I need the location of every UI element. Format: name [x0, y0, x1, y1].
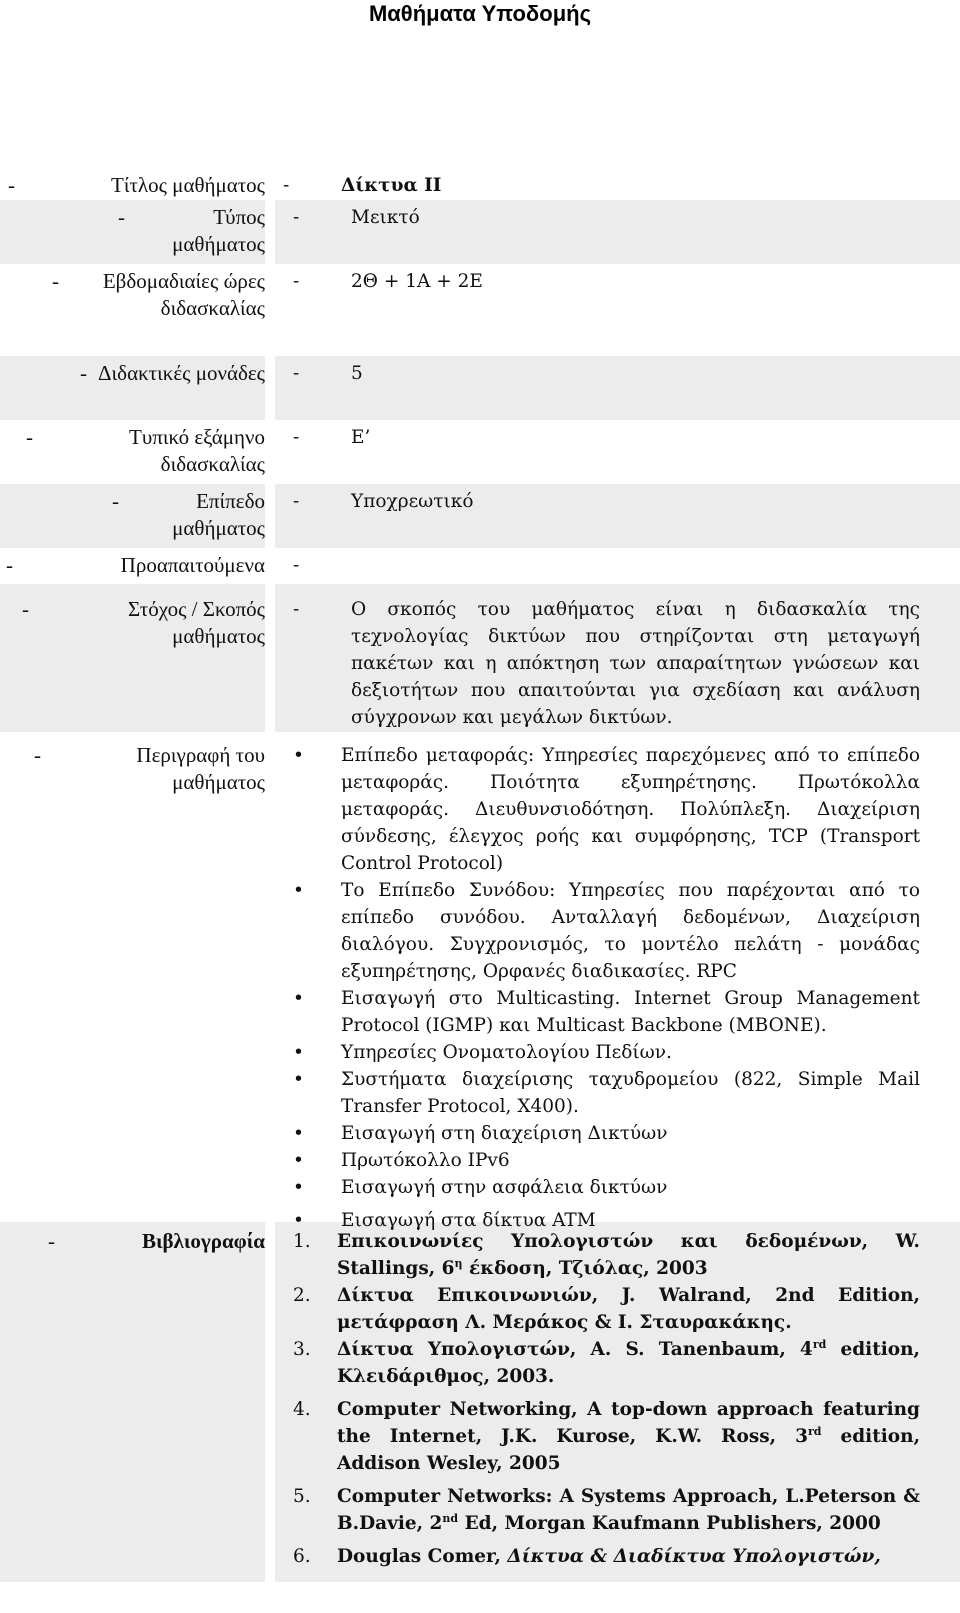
value-semester: Ε’	[351, 427, 371, 448]
page-title: Μαθήματα Υποδομής	[368, 1, 592, 26]
label-course-level: Επίπεδο μαθήματος	[172, 489, 265, 540]
bullet: •	[293, 988, 304, 1009]
bullet: •	[293, 745, 304, 766]
dash: -	[112, 489, 119, 513]
dash: -	[34, 743, 41, 767]
dash: -	[118, 205, 125, 229]
label-semester: Τυπικό εξάμηνο διδασκαλίας	[129, 425, 265, 476]
row-course-title	[0, 172, 960, 200]
row-course-description	[0, 732, 960, 1231]
list-item: 3. Δίκτυα Υπολογιστών, A. S. Tanenbaum, 4rd edition, Κλειδάριθμος, 2003.	[293, 1337, 920, 1387]
bullet: •	[293, 1150, 304, 1171]
dash: -	[293, 599, 300, 620]
label-course-description: Περιγραφή του μαθήματος	[136, 743, 265, 794]
list-item: • Εισαγωγή στα δίκτυα ATM	[293, 1207, 920, 1234]
value-weekly-hours: 2Θ + 1Α + 2Ε	[351, 271, 483, 292]
row-course-goal	[0, 584, 960, 732]
row-course-level	[0, 484, 960, 548]
dash: -	[8, 173, 15, 197]
list-item: • Πρωτόκολλο IPv6	[293, 1147, 920, 1174]
bullet: •	[293, 880, 304, 901]
bullet: •	[293, 1069, 304, 1090]
label-weekly-hours: Εβδομαδιαίες ώρες διδασκαλίας	[102, 269, 265, 320]
value-prerequisites	[351, 552, 920, 580]
bullet: •	[293, 1210, 304, 1231]
dash: -	[293, 491, 300, 512]
list-item: • Εισαγωγή στη διαχείριση Δικτύων	[293, 1120, 920, 1147]
list-item: • Το Επίπεδο Συνόδου: Υπηρεσίες που παρέχονται από το επίπεδο συνόδου. Ανταλλαγή δεδομένων, Διαχείριση διαλόγου. Συγχρονισμός, το μοντέλο πελάτη - μονάδας εξυπηρέτησης, Ορφανές διαδικασίες. RPC	[293, 877, 920, 985]
bullet: •	[293, 1042, 304, 1063]
value-course-level: Υποχρεωτικό	[351, 491, 474, 512]
label-bibliography: Βιβλιογραφία	[141, 1229, 265, 1253]
bullet: •	[293, 1123, 304, 1144]
value-credit-units: 5	[351, 363, 363, 384]
row-bibliography	[0, 1222, 960, 1582]
dash: -	[26, 425, 33, 449]
bullet: •	[293, 1177, 304, 1198]
list-item: • Εισαγωγή στην ασφάλεια δικτύων	[293, 1174, 920, 1201]
row-semester	[0, 420, 960, 484]
course-table	[0, 172, 960, 1582]
list-item: 1. Επικοινωνίες Υπολογιστών και δεδομένων, W. Stallings, $6^\eta$ έκδοση, Τζιόλας, 2003	[293, 1231, 920, 1279]
dash: -	[22, 597, 29, 621]
list-item: • Επίπεδο μεταφοράς: Υπηρεσίες παρεχόμενες από το επίπεδο μεταφοράς. Ποιότητα εξυπηρέτησης. Πρωτόκολλα μεταφοράς. Διευθυνσιοδότηση. Πολύπλεξη. Διαχείριση σύνδεσης, έλεγχος ροής και συμφόρησης, TCP (Transport Control Protocol)	[293, 742, 920, 877]
list-item: • Εισαγωγή στο Multicasting. Internet Group Management Protocol (IGMP) και Multicast Backbone (MBONE).	[293, 985, 920, 1039]
dash: -	[80, 361, 87, 385]
dash: -	[293, 271, 300, 292]
dash: -	[293, 363, 300, 384]
label-course-type: Τύπος μαθήματος	[172, 205, 265, 256]
dash: -	[283, 175, 290, 196]
list-item: 6. Douglas Comer, Δίκτυα & Διαδίκτυα Υπολογιστών,	[293, 1546, 881, 1567]
row-weekly-hours	[0, 264, 960, 356]
dash: -	[6, 553, 13, 577]
value-course-type: Μεικτό	[351, 207, 420, 228]
label-prerequisites: Προαπαιτούμενα	[120, 553, 265, 577]
description-list	[293, 742, 920, 1231]
row-prerequisites	[0, 548, 960, 584]
list-item: 2. Δίκτυα Επικοινωνιών, J. Walrand, 2nd Edition, μετάφραση Λ. Μεράκος & Ι. Σταυρακάκης.	[293, 1285, 920, 1333]
label-course-goal: Στόχος / Σκοπός μαθήματος	[127, 597, 265, 648]
list-item: 4. Computer Networking, A top-down approach featuring the Internet, J.K. Kurose, K.W. Ross, 3rd edition, Addison Wesley, 2005	[293, 1399, 921, 1474]
list-item: • Συστήματα διαχείρισης ταχυδρομείου (822, Simple Mail Transfer Protocol, X400).	[293, 1066, 920, 1120]
label-credit-units: Διδακτικές μονάδες	[98, 361, 265, 385]
dash: -	[293, 427, 300, 448]
dash: -	[52, 269, 59, 293]
value-course-goal: Ο σκοπός του μαθήματος είναι η διδασκαλία της τεχνολογίας δικτύων που στηρίζονται στη μεταγωγή πακέτων και η απόκτηση των απαραίτητων γνώσεων και δεξιοτήτων που απαιτούνται για σχεδίαση και ανάλυση σύγχρονων και μεγάλων δικτύων.	[351, 599, 920, 728]
list-item: • Υπηρεσίες Ονοματολογίου Πεδίων.	[293, 1039, 920, 1066]
bibliography-list	[293, 1228, 920, 1578]
list-item: 5. Computer Networks: A Systems Approach, L.Peterson & B.Davie, 2nd Ed, Morgan Kaufmann Publishers, 2000	[293, 1486, 920, 1534]
dash: -	[293, 207, 300, 228]
label-course-title: Τίτλος μαθήματος	[111, 173, 265, 197]
dash: -	[48, 1229, 55, 1253]
row-credit-units	[0, 356, 960, 420]
dash: -	[293, 555, 300, 576]
value-course-title: Δίκτυα ΙΙ	[341, 175, 442, 196]
row-course-type	[0, 200, 960, 264]
